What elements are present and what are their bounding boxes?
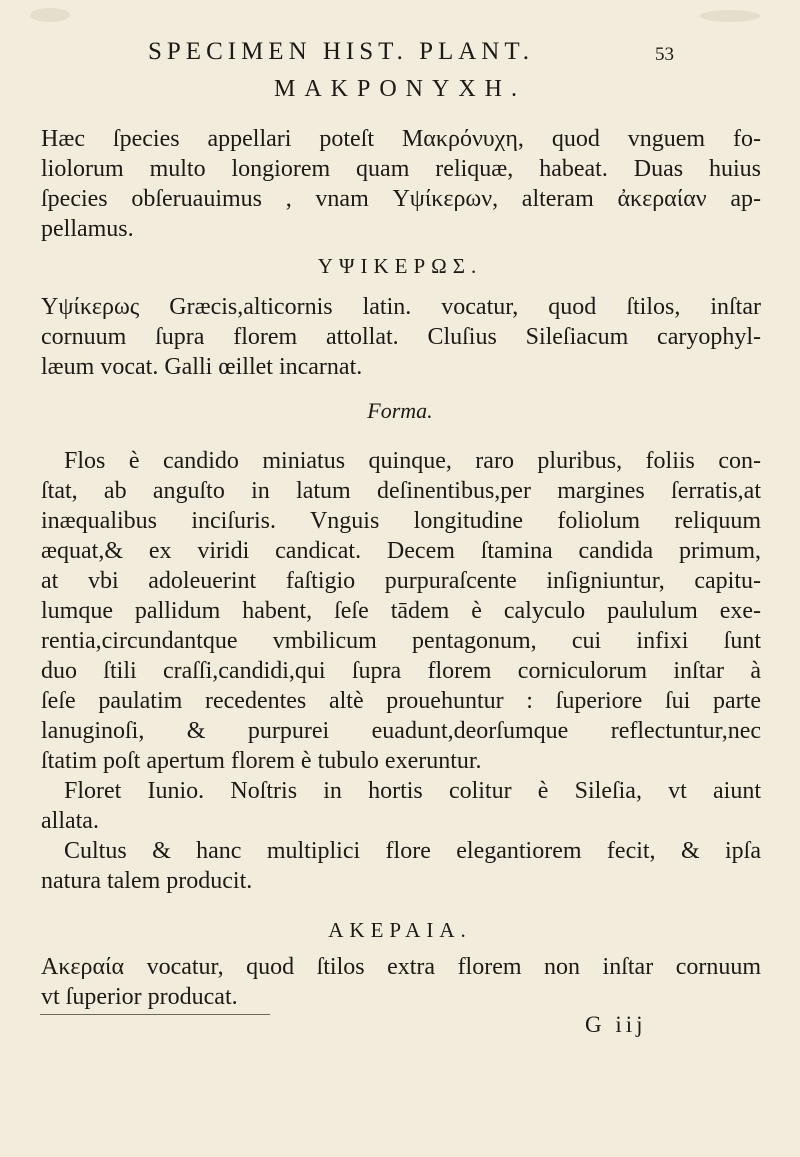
signature-mark: G iij bbox=[585, 1012, 647, 1037]
text-line: natura talem producit. bbox=[41, 868, 253, 894]
text-line: Hæc ſpecies appellari poteſt Μακρόνυχη, quod vnguem fo- bbox=[41, 126, 761, 152]
text-line: cornuum ſupra florem attollat. Cluſius Sileſiacum caryophyl- bbox=[41, 324, 761, 350]
text-line: duo ſtili craſſi,candidi,qui ſupra florem corniculorum inſtar à bbox=[41, 658, 761, 684]
text-line: æquat,& ex viridi candicat. Decem ſtamina candida primum, bbox=[41, 538, 761, 564]
paper-stain bbox=[700, 10, 760, 22]
text-line: Ακεραία vocatur, quod ſtilos extra florem non inſtar cornuum bbox=[41, 954, 761, 980]
section-heading-forma: Forma. bbox=[367, 398, 433, 423]
text-line: ſpecies obſeruauimus , vnam Υψίκερων, alteram ἀκεραίαν ap- bbox=[41, 186, 761, 212]
text-line: allata. bbox=[41, 808, 99, 834]
text-line: lanuginoſi, & purpurei euadunt,deorſumque reflectuntur,nec bbox=[41, 718, 761, 744]
text-line: lumque pallidum habent, ſeſe tādem è calyculo paululum exe- bbox=[41, 598, 761, 624]
text-line: ſtat, ab anguſto in latum deſinentibus,per margines ſerratis,at bbox=[41, 478, 761, 504]
section-heading-makronychi: MAKPONYXH. bbox=[273, 76, 526, 102]
running-title: SPECIMEN HIST. PLANT. bbox=[148, 38, 535, 65]
section-heading-akeraia: AKEPAIA. bbox=[328, 918, 472, 942]
text-line: ſeſe paulatim recedentes altè prouehuntur : ſuperiore ſui parte bbox=[41, 688, 761, 714]
text-line: Cultus & hanc multiplici flore elegantiorem fecit, & ipſa bbox=[64, 838, 761, 864]
text-line: at vbi adoleuerint faſtigio purpuraſcente inſigniuntur, capitu- bbox=[41, 568, 761, 594]
page-number: 53 bbox=[655, 44, 674, 65]
running-head bbox=[0, 38, 800, 72]
text-line: Floret Iunio. Noſtris in hortis colitur è Sileſia, vt aiunt bbox=[64, 778, 761, 804]
text-line: Υψίκερως Græcis,alticornis latin. vocatur, quod ſtilos, inſtar bbox=[41, 294, 761, 320]
text-line: Flos è candido miniatus quinque, raro pluribus, foliis con- bbox=[64, 448, 761, 474]
section-heading-hypsikeros: YΨIKEPΩΣ. bbox=[317, 254, 483, 278]
paper-stain bbox=[30, 8, 70, 22]
text-line: ſtatim poſt apertum florem è tubulo exeruntur. bbox=[41, 748, 482, 774]
text-line: inæqualibus inciſuris. Vnguis longitudine foliolum reliquum bbox=[41, 508, 761, 534]
text-line: vt ſuperior producat. bbox=[41, 984, 238, 1010]
text-line: rentia,circundantque vmbilicum pentagonum, cui infixi ſunt bbox=[41, 628, 761, 654]
text-line: liolorum multo longiorem quam reliquæ, habeat. Duas huius bbox=[41, 156, 761, 182]
text-line: læum vocat. Galli œillet incarnat. bbox=[41, 354, 363, 380]
text-line: pellamus. bbox=[41, 216, 134, 242]
faint-rule bbox=[40, 1014, 270, 1015]
